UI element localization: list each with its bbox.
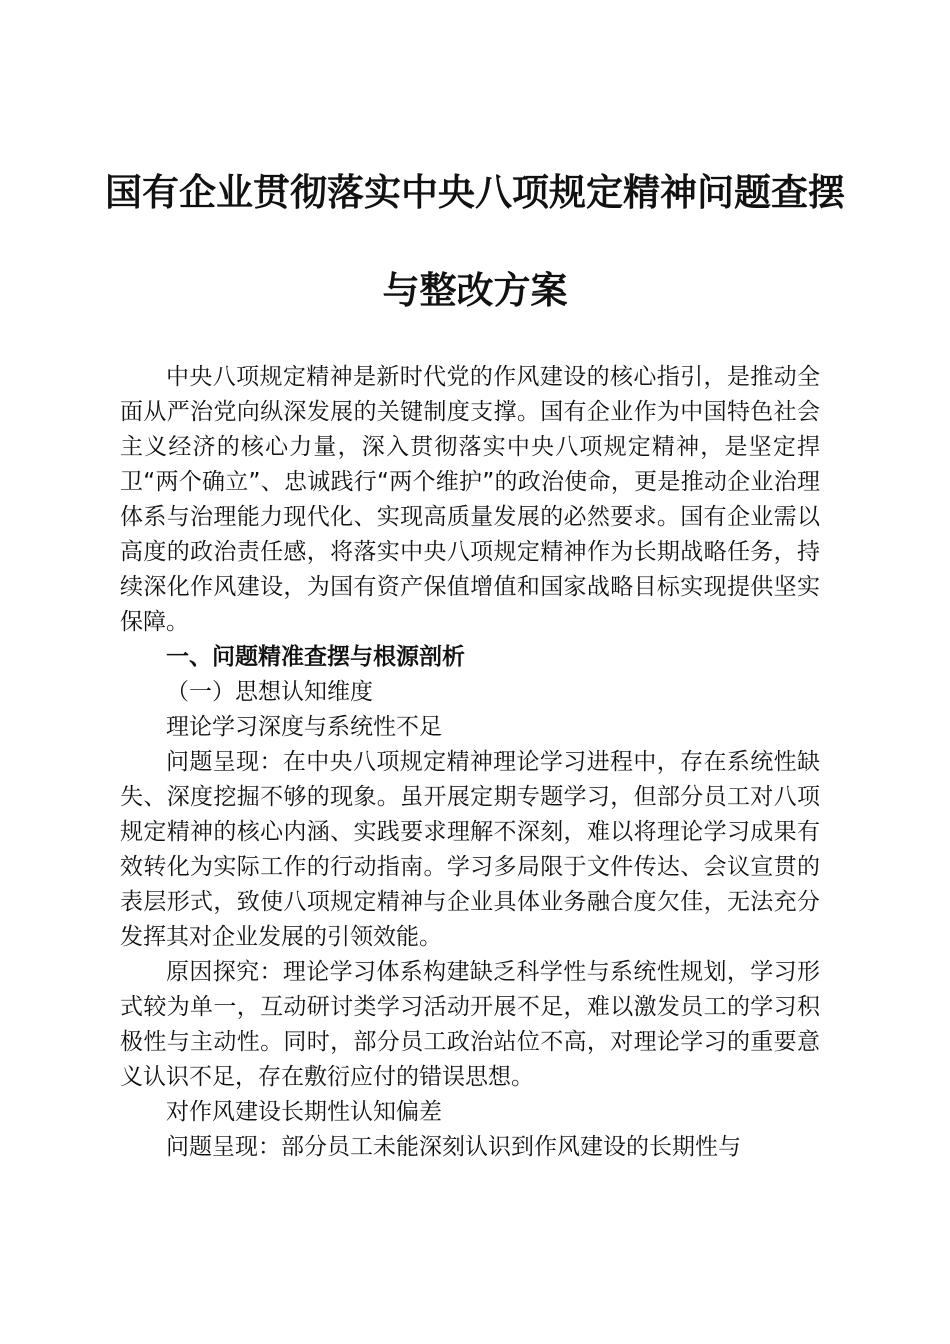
problem-paragraph: 问题呈现：在中央八项规定精神理论学习进程中，存在系统性缺失、深度挖掘不够的现象。虽开展定期专题学习，但部分员工对八项规定精神的核心内涵、实践要求理解不深刻，难以将理论学习成果有效转化为实际工作的行动指南。学习多局限于文件传达、会议宣贯的表层形式，致使八项规定精神与企业具体业务融合度欠佳，无法充分发挥其对企业发展的引领效能。 [120, 749, 820, 950]
item-heading: 对作风建设长期性认知偏差 [166, 1099, 442, 1125]
section-heading: 一、问题精准查摆与根源剖析 [166, 644, 465, 670]
cause-paragraph: 原因探究：理论学习体系构建缺乏科学性与系统性规划，学习形式较为单一，互动研讨类学习活动开展不足，难以激发员工的学习积极性与主动性。同时，部分员工政治站位不高，对理论学习的重要意义认识不足，存在敷衍应付的错误思想。 [120, 959, 820, 1090]
document-title-line-1: 国有企业贯彻落实中央八项规定精神问题查摆 [105, 170, 845, 214]
document-title-line-2: 与整改方案 [382, 268, 568, 312]
problem-paragraph: 问题呈现：部分员工未能深刻认识到作风建设的长期性与 [166, 1134, 741, 1160]
item-heading: 理论学习深度与系统性不足 [166, 714, 442, 740]
intro-paragraph: 中央八项规定精神是新时代党的作风建设的核心指引，是推动全面从严治党向纵深发展的关键制度支撑。国有企业作为中国特色社会主义经济的核心力量，深入贯彻落实中央八项规定精神，是坚定捍卫“两个确立”、忠诚践行“两个维护”的政治使命，更是推动企业治理体系与治理能力现代化、实现高质量发展的必然要求。国有企业需以高度的政治责任感，将落实中央八项规定精神作为长期战略任务，持续深化作风建设，为国有资产保值增值和国家战略目标实现提供坚实保障。 [120, 364, 820, 635]
subsection-heading: （一）思想认知维度 [166, 679, 373, 705]
document-body [120, 360, 820, 1165]
